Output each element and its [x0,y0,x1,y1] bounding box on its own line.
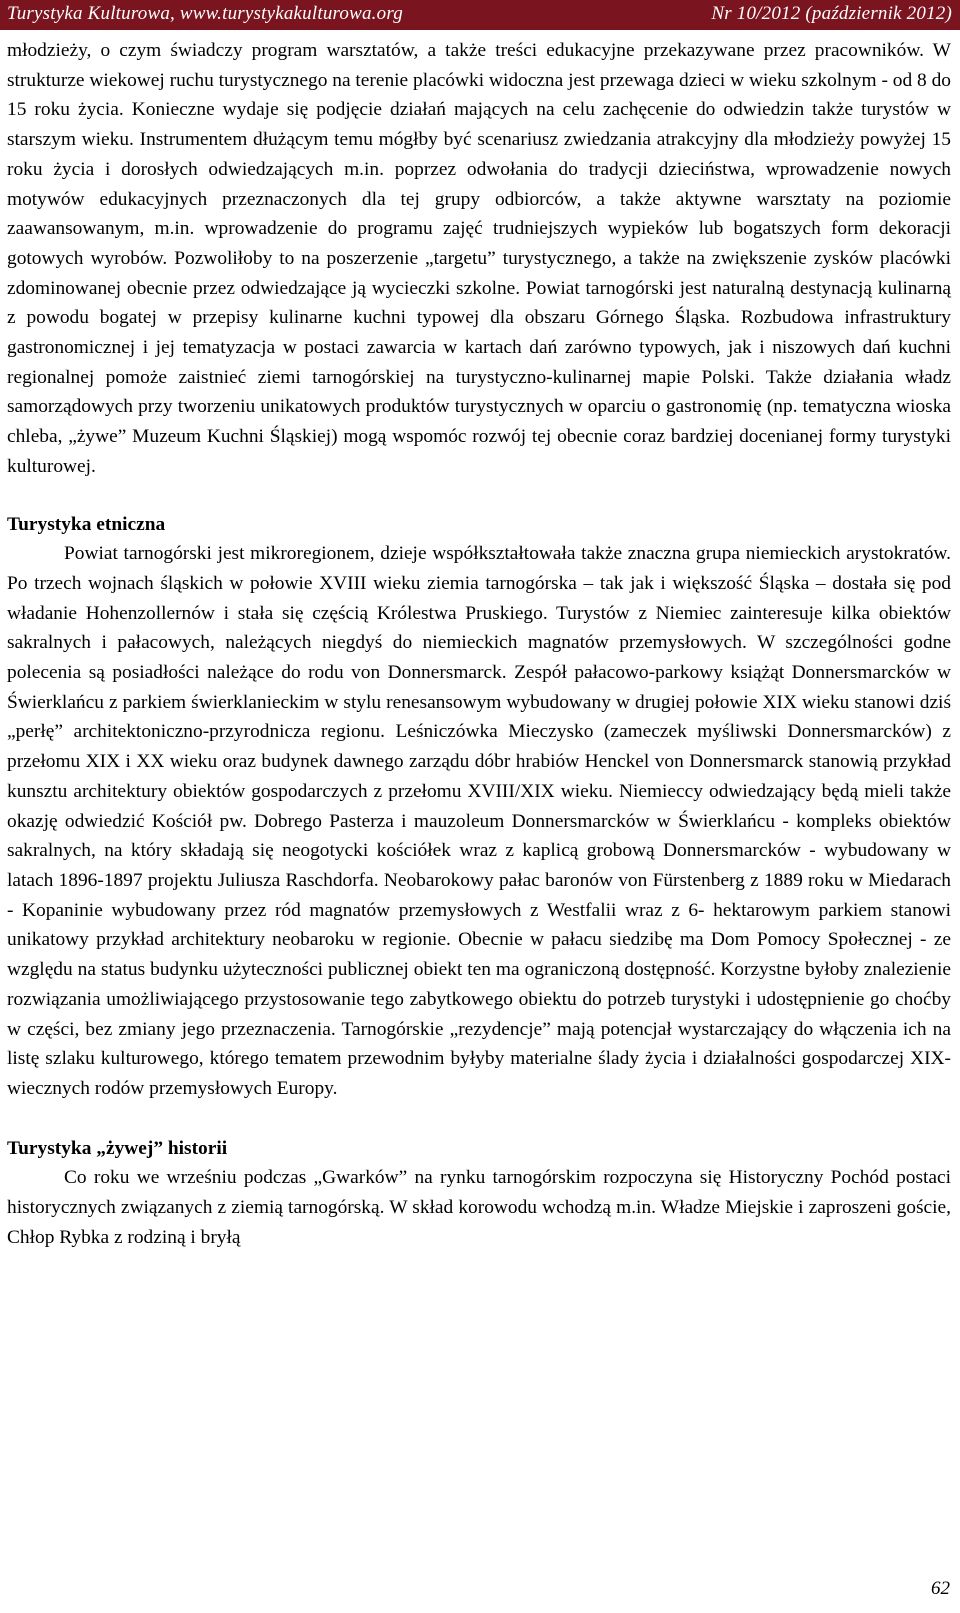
article-body [7,36,951,1252]
journal-title: Turystyka Kulturowa, www.turystykakulturowa.org [7,3,403,24]
intro-paragraph: młodzieży, o czym świadczy program warsztatów, a także treści edukacyjne przekazywane przez pracowników. W strukturze wiekowej ruchu turystycznego na terenie placówki widoczna jest przewaga dzieci w wieku szkolnym - od 8 do 15 roku życia. Konieczne wydaje się podjęcie działań mających na celu zachęcenie do odwiedzin także turystów w starszym wieku. Instrumentem dłużącym temu mógłby być scenariusz zwiedzania atrakcyjny dla młodzieży powyżej 15 roku życia i dorosłych odwiedzających m.in. poprzez odwołania do tradycji dzieciństwa, wprowadzenie nowych motywów edukacyjnych przeznaczonych dla tej grupy odbiorców, a także aktywne warsztaty na poziomie zaawansowanym, m.in. wprowadzenie do programu zajęć trudniejszych wypieków lub bogatszych form dekoracji gotowych wyrobów. Pozwoliłoby to na poszerzenie „targetu” turystycznego, a także na zwiększenie zysków placówki zdominowanej obecnie przez odwiedzające ją wycieczki szkolne. Powiat tarnogórski jest naturalną destynacją kulinarną z powodu bogatej w przepisy kulinarne kuchni typowej dla obszaru Górnego Śląska. Rozbudowa infrastruktury gastronomicznej i jej tematyzacja w postaci zawarcia w kartach dań zarówno typowych, jak i niszowych dań kuchni regionalnej pomoże zaistnieć ziemi tarnogórskiej na turystyczno-kulinarnej mapie Polski. Także działania władz samorządowych przy tworzeniu unikatowych produktów turystycznych w oparciu o gastronomię (np. tematyczna wioska chleba, „żywe” Muzeum Kuchni Śląskiej) mogą wspomóc rozwój tej obecnie coraz bardziej docenianej formy turystyki kulturowej. [7,40,951,477]
running-header [0,0,960,30]
section-heading-ethnic: Turystyka etniczna [7,513,166,535]
section-spacer [7,482,951,510]
section-heading-living-history: Turystyka „żywej” historii [7,1137,228,1159]
ethnic-paragraph: Powiat tarnogórski jest mikroregionem, dzieje współkształtowała także znaczna grupa niemieckich arystokratów. Po trzech wojnach śląskich w połowie XVIII wieku ziemia tarnogórska – tak jak i większość Śląska – dostała się pod władanie Hohenzollernów i stała się częścią Królestwa Pruskiego. Turystów z Niemiec zainteresuje kilka obiektów sakralnych i pałacowych, należących niegdyś do niemieckich magnatów przemysłowych. W szczególności godne polecenia są posiadłości należące do rodu von Donnersmarck. Zespół pałacowo-parkowy książąt Donnersmarcków w Świerklańcu z parkiem świerklanieckim w stylu renesansowym wybudowany w drugiej połowie XIX wieku stanowi dziś „perłę” architektoniczno-przyrodnicza regionu. Leśniczówka Mieczysko (zameczek myśliwski Donnersmarcków) z przełomu XIX i XX wieku oraz budynek dawnego zarządu dóbr hrabiów Henckel von Donnersmarck stanowią przykład kunsztu architektury obiektów gospodarczych z przełomu XVIII/XIX wieku. Niemieccy odwiedzający będą mieli także okazję odwiedzić Kościół pw. Dobrego Pasterza i mauzoleum Donnersmarcków w Świerklańcu - kompleks obiektów sakralnych, na który składają się neogotycki kościółek wraz z kaplicą grobową Donnersmarcków - wybudowany w latach 1896-1897 projektu Juliusza Raschdorfa. Neobarokowy pałac baronów von Fürstenberg z 1889 roku w Miedarach - Kopaninie wybudowany przez ród magnatów przemysłowych z Westfalii wraz z 6- hektarowym parkiem stanowi unikatowy przykład architektury neobaroku w regionie. Obecnie w pałacu siedzibę ma Dom Pomocy Społecznej - ze względu na status budynku użyteczności publicznej obiekt ten ma ograniczoną dostępność. Korzystne byłoby znalezienie rozwiązania umożliwiającego przystosowanie tego zabytkowego obiektu do potrzeb turystyki i udostępnienie go choćby w części, bez zmiany jego przeznaczenia. Tarnogórskie „rezydencje” mają potencjał wystarczający do włączenia ich na listę szlaku kulturowego, którego tematem przewodnim byłyby materialne ślady życia i działalności gospodarczej XIX-wiecznych rodów przemysłowych Europy. [7,543,951,1099]
living-history-paragraph: Co roku we wrześniu podczas „Gwarków” na rynku tarnogórskim rozpoczyna się Historyczny Pochód postaci historycznych związanych z ziemią tarnogórską. W skład korowodu wchodzą m.in. Władze Miejskie i zaproszeni goście, Chłop Rybka z rodziną i bryłą [7,1167,951,1248]
page-number: 62 [931,1578,950,1599]
section-spacer [7,1104,951,1134]
issue-number: Nr 10/2012 (październik 2012) [711,3,952,24]
